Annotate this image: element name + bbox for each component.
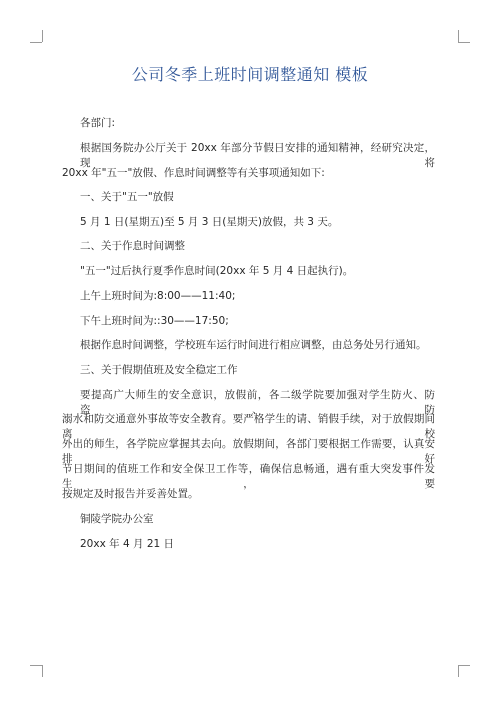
intro-paragraph-line-2: 20xx 年"五一"放假、作息时间调整等有关事项通知如下: xyxy=(62,167,325,179)
section-1-heading: 一、关于"五一"放假 xyxy=(80,191,174,203)
section-2-heading: 二、关于作息时间调整 xyxy=(80,240,185,252)
document-title: 公司冬季上班时间调整通知 模板 xyxy=(131,65,369,84)
afternoon-hours: 下午上班时间为::30——17:50; xyxy=(80,315,229,327)
section-3-heading: 三、关于假期值班及安全稳定工作 xyxy=(80,364,238,376)
document-date: 20xx 年 4 月 21 日 xyxy=(80,538,175,550)
section-3-line-4: 节日期间的值班工作和安全保卫工作等，确保信息畅通，遇有重大突发事件发生，要 xyxy=(62,463,435,490)
section-3-line-5: 按规定及时报告并妥善处置。 xyxy=(62,488,199,500)
shuttle-note: 根据作息时间调整，学校班车运行时间进行相应调整，由总务处另行通知。 xyxy=(80,339,427,351)
section-1-text: 5 月 1 日(星期五)至 5 月 3 日(星期天)放假，共 3 天。 xyxy=(80,216,339,228)
section-3-line-3: 外出的师生，各学院应掌握其去向。放假期间，各部门要根据工作需要，认真安排好 xyxy=(62,438,435,465)
morning-hours: 上午上班时间为:8:00——11:40; xyxy=(80,290,236,302)
signature: 铜陵学院办公室 xyxy=(80,513,154,525)
section-3-line-2: 溺水和防交通意外事故等安全教育。要严格学生的请、销假手续，对于放假期间离校 xyxy=(62,413,435,440)
salutation: 各部门: xyxy=(80,117,116,129)
section-3-line-1: 要提高广大师生的安全意识，放假前，各二级学院要加强对学生防火、防盗、防 xyxy=(80,389,435,416)
section-2-text: "五一"过后执行夏季作息时间(20xx 年 5 月 4 日起执行)。 xyxy=(80,265,354,277)
intro-paragraph-line-1: 根据国务院办公厅关于 20xx 年部分节假日安排的通知精神，经研究决定，现将 xyxy=(80,142,435,169)
